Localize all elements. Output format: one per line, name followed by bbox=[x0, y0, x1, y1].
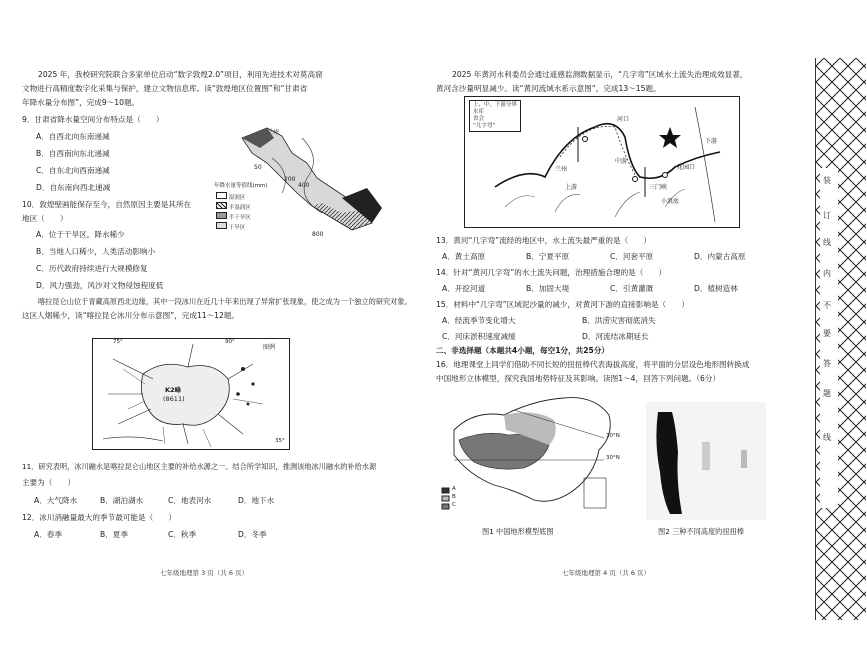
q14-option-b[interactable]: B．加固大堤 bbox=[526, 284, 570, 293]
legend-semihumid: 半湿润区 bbox=[216, 202, 251, 212]
r-intro-line2: 黄河含沙量明显减少。读“黄河流域水系示意图”，完成13～15题。 bbox=[436, 84, 661, 93]
hekou-label: 河口 bbox=[617, 116, 630, 123]
isohyet-legend-label: 年降水量等值线(mm) bbox=[214, 183, 268, 189]
k2-elevation-label: (8611) bbox=[163, 395, 185, 403]
iso400-label: 400 bbox=[298, 182, 310, 189]
q15-option-a[interactable]: A．经流季节变化增大 bbox=[442, 316, 516, 325]
right-page bbox=[432, 0, 812, 651]
section-2-heading: 二、非选择题（本题共4小题，每空1分，共25分） bbox=[436, 346, 610, 355]
question-15: 15．材料中“几字弯”区域泥沙量的减少，对黄河下游的直接影响是（ ） bbox=[436, 300, 689, 309]
q9-option-b[interactable]: B．自西南向东北递减 bbox=[36, 149, 110, 158]
figure2-caption: 图2 三种不同高度的扭扭棒 bbox=[658, 527, 744, 536]
karakoram-glacier-map bbox=[92, 338, 290, 450]
iso50-label: 50 bbox=[254, 164, 262, 171]
question-16-line1: 16．地理课堂上同学们借助不同长短的扭扭棒代表海拔高度，将平面的分层设色地形图转换成 bbox=[436, 360, 750, 369]
q9-option-d[interactable]: D．自东南向西北递减 bbox=[36, 183, 111, 192]
q14-option-c[interactable]: C．引黄灌溉 bbox=[610, 284, 654, 293]
q14-option-a[interactable]: A．开挖河道 bbox=[442, 284, 486, 293]
intro1-line3: 年降水量分布图”，完成9～10题。 bbox=[22, 98, 140, 107]
side-char-5: 不 bbox=[823, 301, 831, 310]
side-char-4: 内 bbox=[823, 269, 831, 278]
q12-option-d[interactable]: D．冬季 bbox=[238, 530, 267, 539]
intro1-line2: 文物进行高精度数字化采集与保护，建立文物信息库。读“敦煌地区位置图”和“甘肃省 bbox=[22, 84, 308, 93]
left-page-footer: 七年级地理第 3 页（共 6 页） bbox=[160, 569, 249, 577]
side-char-8: 题 bbox=[823, 389, 831, 398]
q10-option-a[interactable]: A．位于干旱区，降水稀少 bbox=[36, 230, 125, 239]
lon-90-label: 90° bbox=[225, 339, 235, 345]
question-12: 12．冰川消融量最大的季节最可能是（ ） bbox=[22, 513, 176, 522]
side-char-9: 线 bbox=[823, 433, 831, 442]
gansu-precipitation-map bbox=[212, 118, 392, 238]
q15-option-d[interactable]: D．河流结冰期延长 bbox=[582, 332, 649, 341]
downstream-label: 下游 bbox=[705, 138, 718, 145]
lanzhou-label: 兰州 bbox=[555, 166, 568, 173]
map2-legend-title: 图例 bbox=[263, 344, 276, 351]
q9-option-a[interactable]: A．自西北向东南递减 bbox=[36, 132, 110, 141]
binding-strip bbox=[815, 58, 866, 620]
question-16-line2: 中国地形立体模型，探究我国地势特征及其影响。读图1～4，回答下列问题。（6分） bbox=[436, 374, 721, 383]
yellow-river-map bbox=[464, 96, 740, 228]
q12-option-c[interactable]: C．秋季 bbox=[168, 530, 197, 539]
q12-option-b[interactable]: B．夏季 bbox=[100, 530, 128, 539]
q11-option-a[interactable]: A．大气降水 bbox=[34, 496, 78, 505]
legend-reservoir: 水库 bbox=[473, 109, 485, 115]
fig1-legend-c: C bbox=[452, 502, 456, 508]
right-page-footer: 七年级地理第 4 页（共 6 页） bbox=[562, 569, 651, 577]
lat-30n-label-2: 30°N bbox=[606, 455, 620, 461]
intro2-line1: 喀拉昆仑山位于青藏高原西北边缘，其中一段冰川在近几十年来出现了异常扩张现象，使之成为一个独立的研究对象。 bbox=[38, 297, 412, 306]
q11-option-b[interactable]: B．湖泊湖水 bbox=[100, 496, 144, 505]
lat-35-label: 35° bbox=[275, 438, 285, 444]
side-char-2: 订 bbox=[823, 211, 831, 220]
q13-option-b[interactable]: B．宁夏平原 bbox=[526, 252, 570, 261]
q9-option-c[interactable]: C．自东北向西南递减 bbox=[36, 166, 110, 175]
intro2-line3: 这区人烟稀少，读“喀拉昆仑冰川分布示意图”，完成11～12题。 bbox=[22, 311, 240, 320]
huayuankou-label: 花园口 bbox=[677, 164, 696, 171]
q10-option-c[interactable]: C．历代政府持续进行大规模修复 bbox=[36, 264, 148, 273]
map1-lanzhou-label: 兰州 bbox=[267, 129, 280, 136]
side-char-6: 要 bbox=[823, 329, 831, 338]
q13-option-c[interactable]: C．河套平原 bbox=[610, 252, 654, 261]
side-char-3: 线 bbox=[823, 238, 831, 247]
intro1-line1: 2025 年，我校研究院联合多家单位启动“数字敦煌2.0”项目，利用先进技术对莫高窟 bbox=[38, 70, 323, 79]
question-13: 13．黄河“几字弯”流经的地区中，水土流失最严重的是（ ） bbox=[436, 236, 651, 245]
question-9: 9．甘肃省降水量空间分布特点是（ ） bbox=[22, 115, 164, 124]
legend-humid: 湿润区 bbox=[216, 192, 251, 202]
yellow-river-legend bbox=[469, 100, 521, 132]
q15-option-c[interactable]: C．河床淤积速度减缓 bbox=[442, 332, 516, 341]
question-14: 14．针对“黄河几字弯”的水土流失问题，治理措施合理的是（ ） bbox=[436, 268, 667, 277]
left-page bbox=[0, 0, 430, 651]
fig1-legend-b: B bbox=[452, 494, 456, 500]
r-intro-line1: 2025 年黄河水利委员会通过遥感监测数据显示，“几字弯”区域水土流失治理成效显著， bbox=[452, 70, 748, 79]
fig1-legend-a: A bbox=[452, 486, 456, 492]
q13-option-a[interactable]: A．黄土高原 bbox=[442, 252, 486, 261]
figure2-pipe-cleaners-photo bbox=[646, 402, 766, 520]
iso800-label: 800 bbox=[312, 231, 324, 238]
legend-boundary: 上、中、下游分界 bbox=[473, 102, 518, 108]
question-11-line1: 11．研究表明，冰川融水是喀拉昆仑山地区主要的补给水源之一。结合所学知识，推测该地冰川融水的补给水源 bbox=[22, 462, 377, 471]
q14-option-d[interactable]: D．植树造林 bbox=[694, 284, 738, 293]
lon-75-label: 75° bbox=[113, 339, 123, 345]
figure1-caption: 图1 中国地形模型底图 bbox=[482, 527, 554, 536]
question-11-line2: 主要为（ ） bbox=[22, 478, 76, 487]
question-10-line1: 10．敦煌壁画能保存至今，自然原因主要是其所在 bbox=[22, 200, 192, 209]
q10-option-b[interactable]: B．当地人口稀少，人类活动影响小 bbox=[36, 247, 156, 256]
iso200-label: 200 bbox=[284, 176, 296, 183]
figure1-china-terrain-map bbox=[434, 390, 624, 520]
q10-option-d[interactable]: D．风力强劲，风沙对文物侵蚀程度低 bbox=[36, 281, 164, 290]
legend-semiarid: 半干旱区 bbox=[216, 212, 251, 222]
q11-option-c[interactable]: C．地表河水 bbox=[168, 496, 212, 505]
question-10-line2: 地区（ ） bbox=[22, 214, 68, 223]
sanmenxia-label: 三门峡 bbox=[649, 184, 668, 191]
q11-option-d[interactable]: D．地下水 bbox=[238, 496, 275, 505]
legend-capital: 省会 bbox=[473, 116, 485, 122]
k2-peak-label: K2峰 bbox=[165, 386, 182, 394]
upstream-label: 上游 bbox=[565, 184, 578, 191]
legend-arid: 干旱区 bbox=[216, 222, 251, 232]
q15-option-b[interactable]: B．洪涝灾害彻底消失 bbox=[582, 316, 656, 325]
midstream-label: 中游 bbox=[615, 158, 628, 165]
q13-option-d[interactable]: D．内蒙古高原 bbox=[694, 252, 746, 261]
side-char-7: 答 bbox=[823, 359, 831, 368]
q12-option-a[interactable]: A．春季 bbox=[34, 530, 62, 539]
lat-30n-label-1: 30°N bbox=[606, 433, 620, 439]
side-char-1: 装 bbox=[823, 176, 831, 185]
xiaolangdi-label: 小浪底 bbox=[661, 198, 680, 205]
legend-jizi-bend: “几字弯” bbox=[473, 123, 496, 129]
